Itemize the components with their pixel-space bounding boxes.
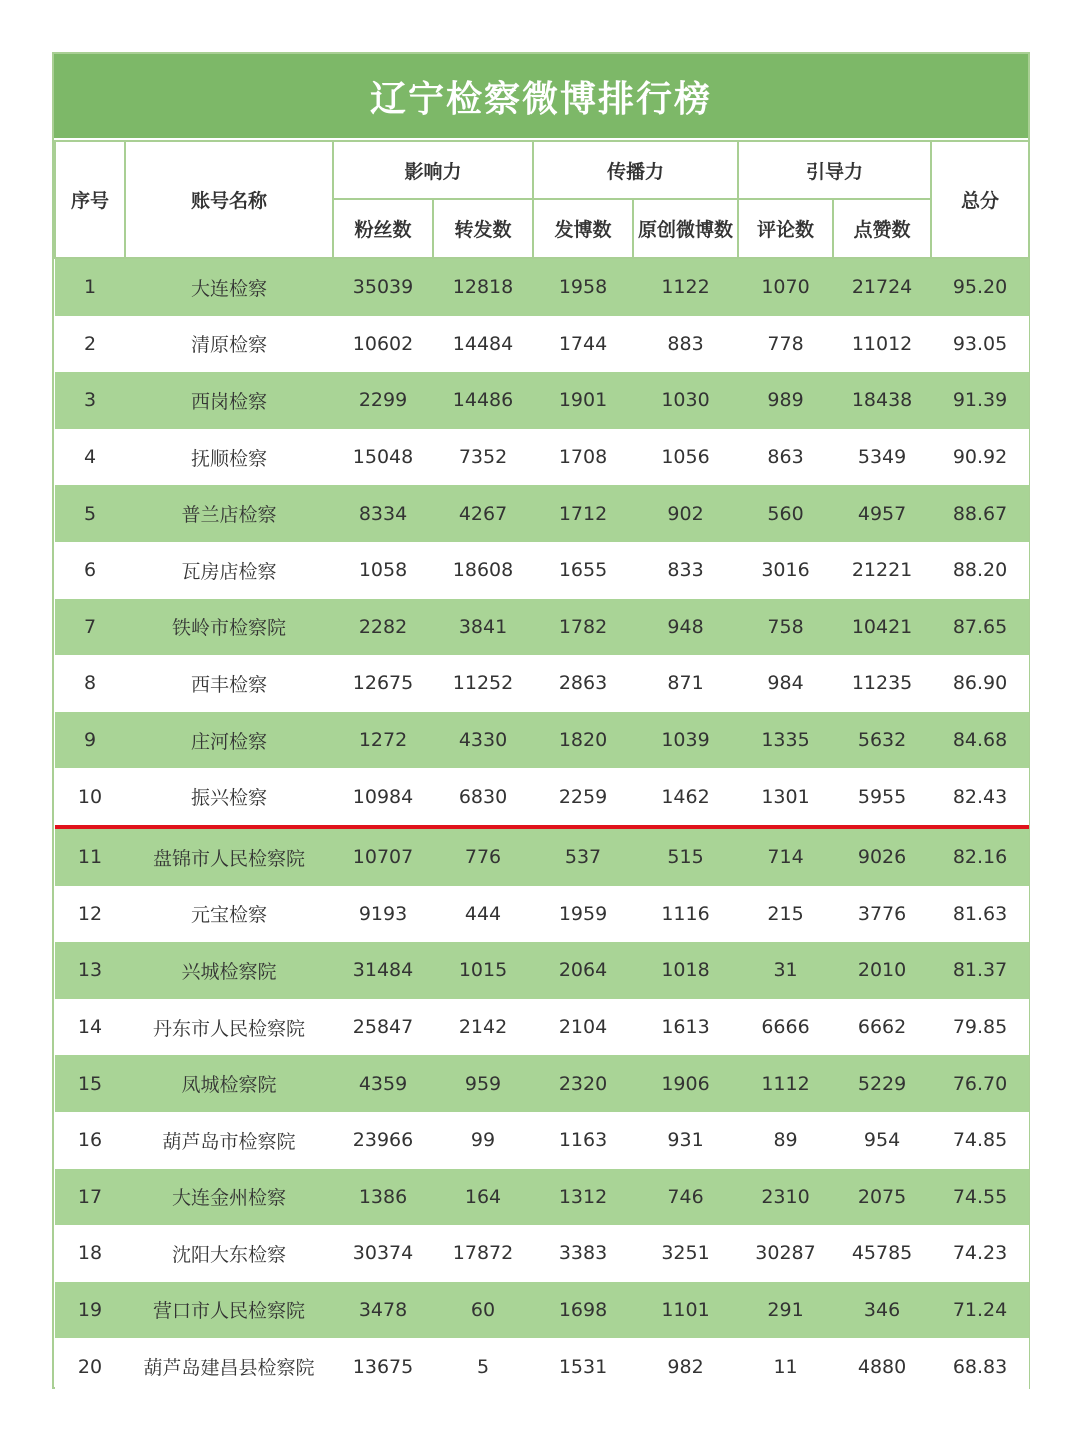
header-group-spread: 传播力 bbox=[533, 141, 738, 199]
total-cell: 79.85 bbox=[931, 999, 1029, 1056]
likes-cell: 9026 bbox=[833, 827, 931, 886]
original-cell: 982 bbox=[633, 1338, 738, 1395]
original-cell: 1018 bbox=[633, 942, 738, 999]
comments-cell: 6666 bbox=[738, 999, 833, 1056]
likes-cell: 45785 bbox=[833, 1225, 931, 1282]
comments-cell: 863 bbox=[738, 429, 833, 486]
likes-cell: 5349 bbox=[833, 429, 931, 486]
original-cell: 1056 bbox=[633, 429, 738, 486]
table-row bbox=[55, 886, 1029, 943]
header-account: 账号名称 bbox=[125, 141, 333, 258]
comments-cell: 89 bbox=[738, 1112, 833, 1169]
likes-cell: 4880 bbox=[833, 1338, 931, 1395]
account-cell: 庄河检察 bbox=[125, 712, 333, 769]
total-cell: 91.39 bbox=[931, 372, 1029, 429]
page-title: 辽宁检察微博排行榜 bbox=[369, 77, 712, 120]
comments-cell: 30287 bbox=[738, 1225, 833, 1282]
posts-cell: 3383 bbox=[533, 1225, 633, 1282]
comments-cell: 560 bbox=[738, 485, 833, 542]
likes-cell: 2075 bbox=[833, 1169, 931, 1226]
rank-cell: 16 bbox=[55, 1112, 125, 1169]
ranking-card bbox=[52, 52, 1030, 1389]
account-cell: 元宝检察 bbox=[125, 886, 333, 943]
table-row bbox=[55, 768, 1029, 827]
fans-cell: 23966 bbox=[333, 1112, 433, 1169]
likes-cell: 4957 bbox=[833, 485, 931, 542]
account-cell: 铁岭市检察院 bbox=[125, 599, 333, 656]
comments-cell: 1335 bbox=[738, 712, 833, 769]
header-original: 原创微博数 bbox=[633, 199, 738, 258]
rank-cell: 3 bbox=[55, 372, 125, 429]
title-bar bbox=[54, 54, 1028, 138]
reposts-cell: 17872 bbox=[433, 1225, 533, 1282]
rank-cell: 2 bbox=[55, 316, 125, 373]
reposts-cell: 99 bbox=[433, 1112, 533, 1169]
account-cell: 抚顺检察 bbox=[125, 429, 333, 486]
rank-cell: 20 bbox=[55, 1338, 125, 1395]
comments-cell: 758 bbox=[738, 599, 833, 656]
rank-cell: 4 bbox=[55, 429, 125, 486]
rank-cell: 14 bbox=[55, 999, 125, 1056]
fans-cell: 2282 bbox=[333, 599, 433, 656]
comments-cell: 714 bbox=[738, 827, 833, 886]
fans-cell: 12675 bbox=[333, 655, 433, 712]
posts-cell: 2320 bbox=[533, 1055, 633, 1112]
rank-cell: 6 bbox=[55, 542, 125, 599]
account-cell: 沈阳大东检察 bbox=[125, 1225, 333, 1282]
posts-cell: 2104 bbox=[533, 999, 633, 1056]
total-cell: 81.63 bbox=[931, 886, 1029, 943]
table-row bbox=[55, 258, 1029, 316]
fans-cell: 10602 bbox=[333, 316, 433, 373]
rank-cell: 17 bbox=[55, 1169, 125, 1226]
rank-cell: 18 bbox=[55, 1225, 125, 1282]
likes-cell: 18438 bbox=[833, 372, 931, 429]
rank-cell: 10 bbox=[55, 768, 125, 827]
table-row bbox=[55, 1338, 1029, 1395]
likes-cell: 2010 bbox=[833, 942, 931, 999]
original-cell: 1613 bbox=[633, 999, 738, 1056]
comments-cell: 3016 bbox=[738, 542, 833, 599]
fans-cell: 10984 bbox=[333, 768, 433, 827]
table-row bbox=[55, 372, 1029, 429]
table-row bbox=[55, 1169, 1029, 1226]
total-cell: 86.90 bbox=[931, 655, 1029, 712]
original-cell: 1122 bbox=[633, 258, 738, 316]
account-cell: 葫芦岛建昌县检察院 bbox=[125, 1338, 333, 1395]
original-cell: 833 bbox=[633, 542, 738, 599]
account-cell: 西岗检察 bbox=[125, 372, 333, 429]
table-row bbox=[55, 1055, 1029, 1112]
posts-cell: 1820 bbox=[533, 712, 633, 769]
header-posts: 发博数 bbox=[533, 199, 633, 258]
comments-cell: 215 bbox=[738, 886, 833, 943]
posts-cell: 1531 bbox=[533, 1338, 633, 1395]
rank-cell: 5 bbox=[55, 485, 125, 542]
posts-cell: 2064 bbox=[533, 942, 633, 999]
reposts-cell: 959 bbox=[433, 1055, 533, 1112]
original-cell: 931 bbox=[633, 1112, 738, 1169]
original-cell: 515 bbox=[633, 827, 738, 886]
fans-cell: 4359 bbox=[333, 1055, 433, 1112]
total-cell: 88.67 bbox=[931, 485, 1029, 542]
reposts-cell: 4330 bbox=[433, 712, 533, 769]
comments-cell: 2310 bbox=[738, 1169, 833, 1226]
total-cell: 68.83 bbox=[931, 1338, 1029, 1395]
fans-cell: 8334 bbox=[333, 485, 433, 542]
total-cell: 84.68 bbox=[931, 712, 1029, 769]
likes-cell: 954 bbox=[833, 1112, 931, 1169]
fans-cell: 3478 bbox=[333, 1282, 433, 1339]
reposts-cell: 4267 bbox=[433, 485, 533, 542]
comments-cell: 989 bbox=[738, 372, 833, 429]
table-row bbox=[55, 655, 1029, 712]
likes-cell: 11012 bbox=[833, 316, 931, 373]
table-body bbox=[55, 258, 1029, 1395]
original-cell: 1101 bbox=[633, 1282, 738, 1339]
reposts-cell: 164 bbox=[433, 1169, 533, 1226]
account-cell: 丹东市人民检察院 bbox=[125, 999, 333, 1056]
original-cell: 902 bbox=[633, 485, 738, 542]
posts-cell: 1698 bbox=[533, 1282, 633, 1339]
posts-cell: 537 bbox=[533, 827, 633, 886]
account-cell: 葫芦岛市检察院 bbox=[125, 1112, 333, 1169]
fans-cell: 9193 bbox=[333, 886, 433, 943]
posts-cell: 2863 bbox=[533, 655, 633, 712]
account-cell: 西丰检察 bbox=[125, 655, 333, 712]
original-cell: 1030 bbox=[633, 372, 738, 429]
total-cell: 93.05 bbox=[931, 316, 1029, 373]
posts-cell: 1958 bbox=[533, 258, 633, 316]
reposts-cell: 60 bbox=[433, 1282, 533, 1339]
likes-cell: 10421 bbox=[833, 599, 931, 656]
comments-cell: 1301 bbox=[738, 768, 833, 827]
comments-cell: 984 bbox=[738, 655, 833, 712]
header-rank: 序号 bbox=[55, 141, 125, 258]
reposts-cell: 2142 bbox=[433, 999, 533, 1056]
posts-cell: 1712 bbox=[533, 485, 633, 542]
likes-cell: 5229 bbox=[833, 1055, 931, 1112]
total-cell: 74.85 bbox=[931, 1112, 1029, 1169]
header-fans: 粉丝数 bbox=[333, 199, 433, 258]
table-row bbox=[55, 1225, 1029, 1282]
rank-cell: 1 bbox=[55, 258, 125, 316]
account-cell: 凤城检察院 bbox=[125, 1055, 333, 1112]
account-cell: 营口市人民检察院 bbox=[125, 1282, 333, 1339]
header-total: 总分 bbox=[931, 141, 1029, 258]
posts-cell: 1708 bbox=[533, 429, 633, 486]
reposts-cell: 14484 bbox=[433, 316, 533, 373]
posts-cell: 2259 bbox=[533, 768, 633, 827]
reposts-cell: 776 bbox=[433, 827, 533, 886]
header-group-guide: 引导力 bbox=[738, 141, 931, 199]
posts-cell: 1959 bbox=[533, 886, 633, 943]
fans-cell: 1058 bbox=[333, 542, 433, 599]
account-cell: 普兰店检察 bbox=[125, 485, 333, 542]
header-likes: 点赞数 bbox=[833, 199, 931, 258]
table-row bbox=[55, 1282, 1029, 1339]
original-cell: 1039 bbox=[633, 712, 738, 769]
likes-cell: 5632 bbox=[833, 712, 931, 769]
original-cell: 883 bbox=[633, 316, 738, 373]
posts-cell: 1163 bbox=[533, 1112, 633, 1169]
fans-cell: 15048 bbox=[333, 429, 433, 486]
likes-cell: 21221 bbox=[833, 542, 931, 599]
total-cell: 82.16 bbox=[931, 827, 1029, 886]
original-cell: 948 bbox=[633, 599, 738, 656]
fans-cell: 30374 bbox=[333, 1225, 433, 1282]
rank-cell: 7 bbox=[55, 599, 125, 656]
total-cell: 81.37 bbox=[931, 942, 1029, 999]
fans-cell: 25847 bbox=[333, 999, 433, 1056]
rank-cell: 9 bbox=[55, 712, 125, 769]
rank-cell: 8 bbox=[55, 655, 125, 712]
likes-cell: 11235 bbox=[833, 655, 931, 712]
total-cell: 88.20 bbox=[931, 542, 1029, 599]
comments-cell: 1070 bbox=[738, 258, 833, 316]
posts-cell: 1901 bbox=[533, 372, 633, 429]
reposts-cell: 5 bbox=[433, 1338, 533, 1395]
original-cell: 1462 bbox=[633, 768, 738, 827]
reposts-cell: 1015 bbox=[433, 942, 533, 999]
total-cell: 90.92 bbox=[931, 429, 1029, 486]
reposts-cell: 12818 bbox=[433, 258, 533, 316]
header-comments: 评论数 bbox=[738, 199, 833, 258]
fans-cell: 1386 bbox=[333, 1169, 433, 1226]
header-reposts: 转发数 bbox=[433, 199, 533, 258]
posts-cell: 1744 bbox=[533, 316, 633, 373]
rank-cell: 12 bbox=[55, 886, 125, 943]
comments-cell: 291 bbox=[738, 1282, 833, 1339]
table-row bbox=[55, 599, 1029, 656]
reposts-cell: 14486 bbox=[433, 372, 533, 429]
account-cell: 盘锦市人民检察院 bbox=[125, 827, 333, 886]
total-cell: 82.43 bbox=[931, 768, 1029, 827]
rank-cell: 19 bbox=[55, 1282, 125, 1339]
account-cell: 瓦房店检察 bbox=[125, 542, 333, 599]
table-row bbox=[55, 712, 1029, 769]
original-cell: 1906 bbox=[633, 1055, 738, 1112]
rank-cell: 13 bbox=[55, 942, 125, 999]
comments-cell: 778 bbox=[738, 316, 833, 373]
total-cell: 71.24 bbox=[931, 1282, 1029, 1339]
total-cell: 95.20 bbox=[931, 258, 1029, 316]
likes-cell: 346 bbox=[833, 1282, 931, 1339]
likes-cell: 6662 bbox=[833, 999, 931, 1056]
table-row bbox=[55, 485, 1029, 542]
total-cell: 76.70 bbox=[931, 1055, 1029, 1112]
account-cell: 兴城检察院 bbox=[125, 942, 333, 999]
reposts-cell: 11252 bbox=[433, 655, 533, 712]
rank-cell: 11 bbox=[55, 827, 125, 886]
posts-cell: 1312 bbox=[533, 1169, 633, 1226]
comments-cell: 1112 bbox=[738, 1055, 833, 1112]
table-row bbox=[55, 999, 1029, 1056]
reposts-cell: 7352 bbox=[433, 429, 533, 486]
reposts-cell: 18608 bbox=[433, 542, 533, 599]
reposts-cell: 3841 bbox=[433, 599, 533, 656]
rank-cell: 15 bbox=[55, 1055, 125, 1112]
table-row bbox=[55, 316, 1029, 373]
fans-cell: 31484 bbox=[333, 942, 433, 999]
comments-cell: 31 bbox=[738, 942, 833, 999]
likes-cell: 5955 bbox=[833, 768, 931, 827]
table-row bbox=[55, 542, 1029, 599]
fans-cell: 1272 bbox=[333, 712, 433, 769]
table-row bbox=[55, 942, 1029, 999]
total-cell: 74.23 bbox=[931, 1225, 1029, 1282]
account-cell: 大连金州检察 bbox=[125, 1169, 333, 1226]
likes-cell: 21724 bbox=[833, 258, 931, 316]
reposts-cell: 444 bbox=[433, 886, 533, 943]
original-cell: 1116 bbox=[633, 886, 738, 943]
reposts-cell: 6830 bbox=[433, 768, 533, 827]
header-group-influence: 影响力 bbox=[333, 141, 533, 199]
ranking-table bbox=[54, 140, 1030, 1395]
original-cell: 3251 bbox=[633, 1225, 738, 1282]
table-row bbox=[55, 827, 1029, 886]
fans-cell: 35039 bbox=[333, 258, 433, 316]
posts-cell: 1655 bbox=[533, 542, 633, 599]
original-cell: 746 bbox=[633, 1169, 738, 1226]
comments-cell: 11 bbox=[738, 1338, 833, 1395]
table-row bbox=[55, 429, 1029, 486]
total-cell: 74.55 bbox=[931, 1169, 1029, 1226]
fans-cell: 2299 bbox=[333, 372, 433, 429]
total-cell: 87.65 bbox=[931, 599, 1029, 656]
original-cell: 871 bbox=[633, 655, 738, 712]
fans-cell: 10707 bbox=[333, 827, 433, 886]
posts-cell: 1782 bbox=[533, 599, 633, 656]
table-row bbox=[55, 1112, 1029, 1169]
account-cell: 振兴检察 bbox=[125, 768, 333, 827]
account-cell: 清原检察 bbox=[125, 316, 333, 373]
fans-cell: 13675 bbox=[333, 1338, 433, 1395]
likes-cell: 3776 bbox=[833, 886, 931, 943]
account-cell: 大连检察 bbox=[125, 258, 333, 316]
